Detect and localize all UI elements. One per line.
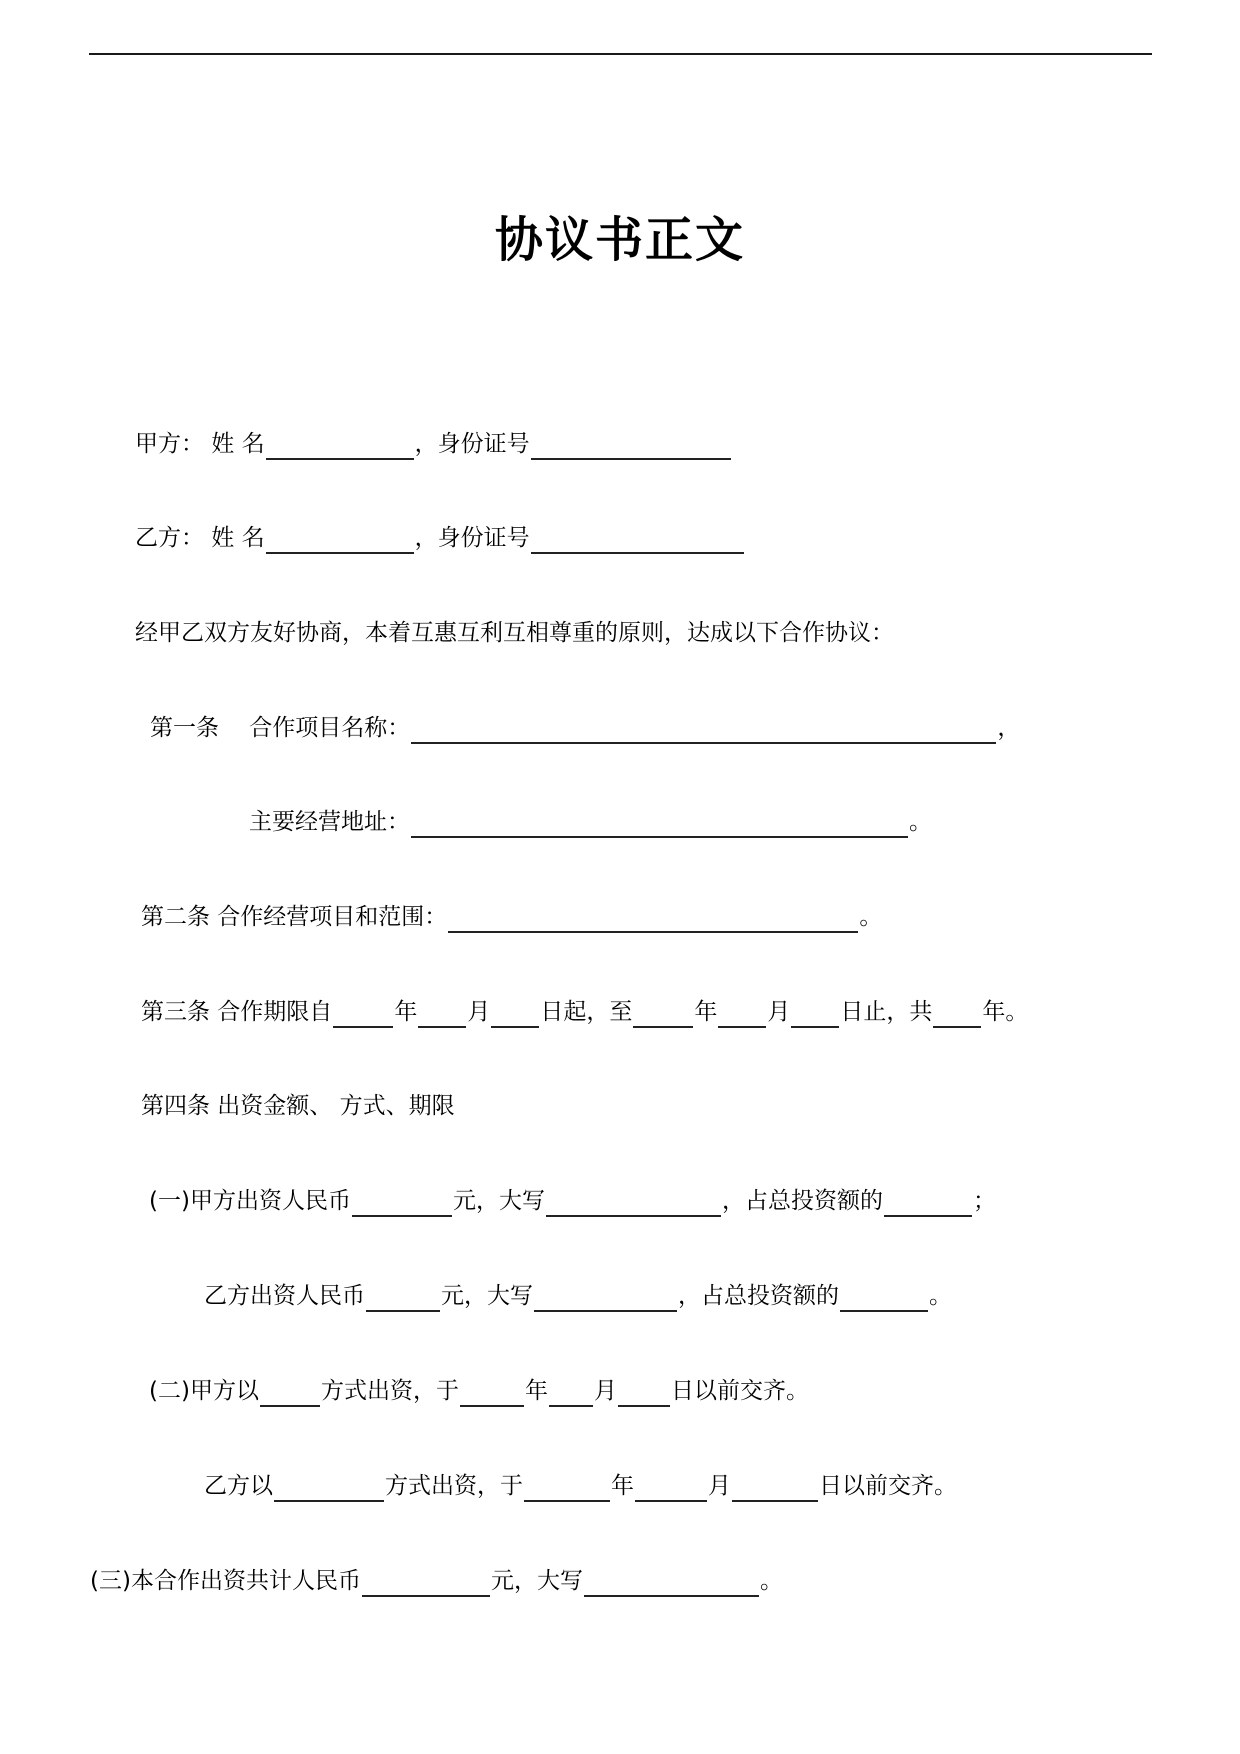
text-segment: 月 (467, 999, 491, 1025)
text-segment: 。 (909, 809, 932, 835)
party-a-amount-words-field[interactable] (546, 1191, 721, 1217)
party-a-month-field[interactable] (549, 1381, 593, 1407)
text-segment: 第一条 合作项目名称： (150, 715, 411, 741)
party-b-year-field[interactable] (524, 1476, 610, 1502)
text-segment: 甲方： 姓 名 (135, 431, 265, 457)
term-years-field[interactable] (933, 1002, 981, 1028)
text-segment: ， (997, 715, 1021, 741)
line-article-1 (150, 712, 1020, 744)
party-b-day-field[interactable] (732, 1476, 818, 1502)
total-amount-words-field[interactable] (584, 1571, 759, 1597)
text-segment: 乙方以 (204, 1473, 273, 1499)
text-segment: 元，大写 (490, 1568, 583, 1594)
text-segment: 日止，共 (840, 999, 933, 1025)
line-clause-4-2-a (149, 1375, 809, 1407)
text-segment: ，身份证号 (414, 525, 530, 551)
line-article-4 (141, 1090, 455, 1122)
text-segment: 主要经营地址： (249, 809, 410, 835)
header-rule (89, 53, 1152, 55)
party-b-amount-words-field[interactable] (534, 1286, 677, 1312)
project-name-field[interactable] (411, 718, 996, 744)
text-segment: 。 (929, 1283, 952, 1309)
text-segment: 。 (759, 1568, 783, 1594)
party-b-share-field[interactable] (840, 1286, 928, 1312)
line-party-b (135, 522, 745, 554)
party-a-day-field[interactable] (618, 1381, 670, 1407)
business-address-field[interactable] (411, 812, 908, 838)
line-clause-4-1-b (204, 1280, 952, 1312)
party-a-share-field[interactable] (884, 1191, 972, 1217)
total-amount-field[interactable] (362, 1571, 490, 1597)
text-segment: 元，大写 (441, 1283, 533, 1309)
document-title: 协议书正文 (494, 212, 745, 268)
line-article-1-address (249, 806, 932, 838)
end-day-field[interactable] (791, 1002, 839, 1028)
line-clause-4-3 (90, 1565, 783, 1597)
text-segment: 第三条 合作期限自 (141, 999, 333, 1025)
party-b-method-field[interactable] (274, 1476, 384, 1502)
text-segment: 年 (694, 999, 718, 1025)
start-day-field[interactable] (491, 1002, 539, 1028)
line-clause-4-1-a (149, 1185, 996, 1217)
start-month-field[interactable] (418, 1002, 466, 1028)
text-segment: 年。 (982, 999, 1029, 1025)
text-segment: (二)甲方以 (149, 1378, 259, 1404)
text-segment: 年 (524, 1378, 548, 1404)
party-b-month-field[interactable] (635, 1476, 707, 1502)
business-scope-field[interactable] (448, 907, 858, 933)
party-a-name-field[interactable] (266, 434, 414, 460)
text-segment: 乙方： 姓 名 (135, 525, 265, 551)
text-segment: 第二条 合作经营项目和范围： (141, 904, 448, 930)
text-segment: 。 (859, 904, 883, 930)
line-article-2 (141, 901, 882, 933)
text-segment: 月 (767, 999, 791, 1025)
text-segment: 元，大写 (452, 1188, 545, 1214)
party-a-amount-field[interactable] (352, 1191, 452, 1217)
end-month-field[interactable] (718, 1002, 766, 1028)
text-segment: ，占总投资额的 (721, 1188, 883, 1214)
party-a-method-field[interactable] (260, 1381, 320, 1407)
text-segment: 经甲乙双方友好协商，本着互惠互利互相尊重的原则，达成以下合作协议： (135, 620, 894, 646)
text-segment: ，身份证号 (414, 431, 530, 457)
text-segment: 月 (708, 1473, 731, 1499)
text-segment: 年 (394, 999, 418, 1025)
party-b-amount-field[interactable] (366, 1286, 440, 1312)
text-segment: (一)甲方出资人民币 (149, 1188, 351, 1214)
end-year-field[interactable] (633, 1002, 693, 1028)
line-preamble (135, 617, 894, 649)
line-article-3 (141, 996, 1028, 1028)
text-segment: 方式出资，于 (320, 1378, 459, 1404)
party-b-id-field[interactable] (531, 528, 744, 554)
text-segment: (三)本合作出资共计人民币 (90, 1568, 361, 1594)
text-segment: 方式出资，于 (385, 1473, 523, 1499)
party-b-name-field[interactable] (266, 528, 414, 554)
line-clause-4-2-b (204, 1470, 957, 1502)
text-segment: ； (972, 1188, 996, 1214)
text-segment: 第四条 出资金额、 方式、期限 (141, 1093, 455, 1119)
text-segment: ，占总投资额的 (678, 1283, 839, 1309)
text-segment: 日起，至 (540, 999, 633, 1025)
line-party-a (135, 428, 732, 460)
text-segment: 年 (611, 1473, 634, 1499)
party-a-year-field[interactable] (460, 1381, 524, 1407)
start-year-field[interactable] (333, 1002, 393, 1028)
text-segment: 乙方出资人民币 (204, 1283, 365, 1309)
text-segment: 月 (593, 1378, 617, 1404)
party-a-id-field[interactable] (531, 434, 731, 460)
text-segment: 日以前交齐。 (670, 1378, 809, 1404)
text-segment: 日以前交齐。 (819, 1473, 957, 1499)
